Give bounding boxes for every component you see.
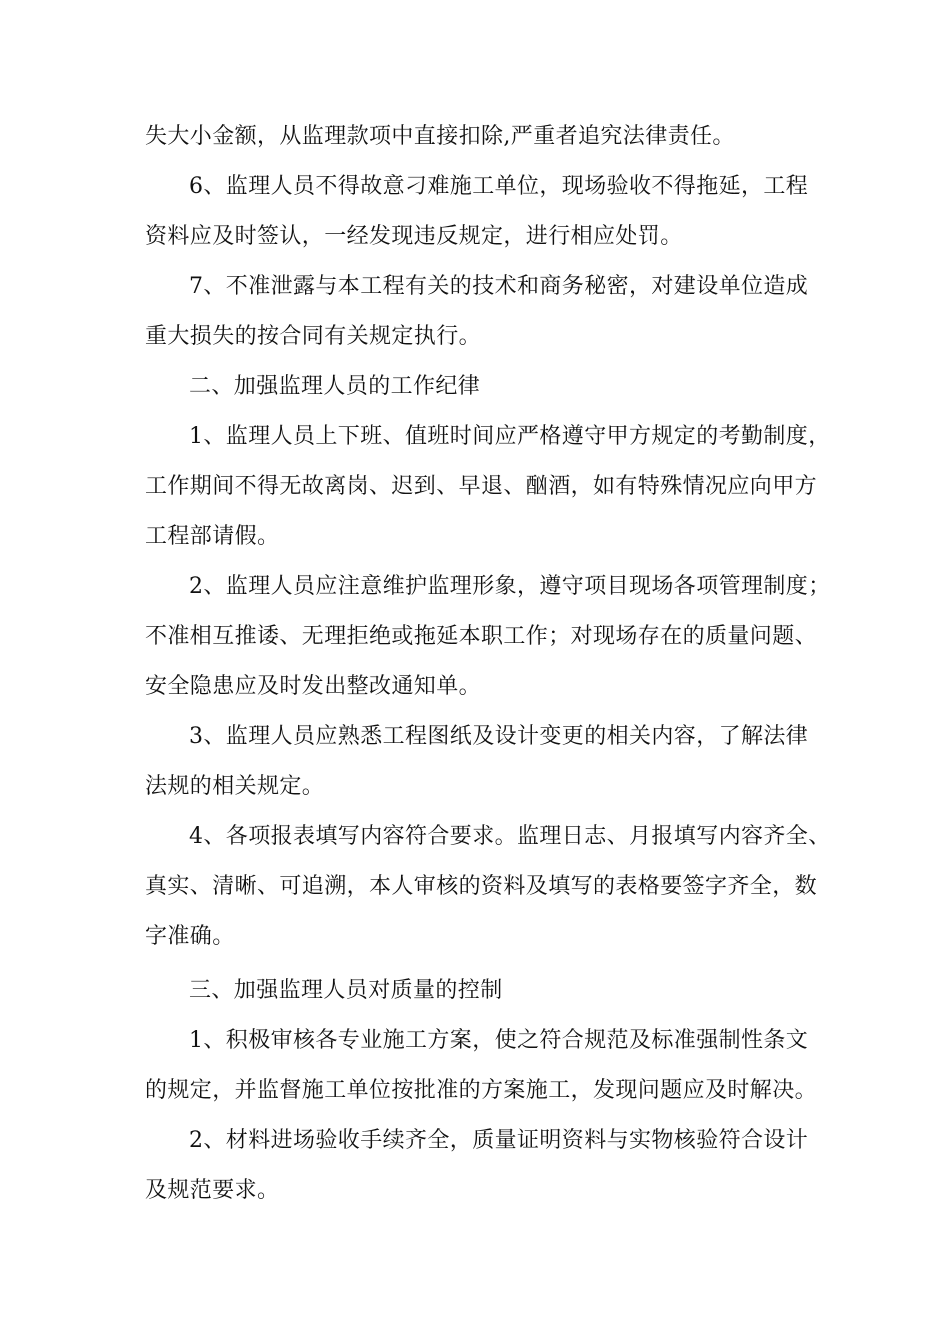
text-line: 2、监理人员应注意维护监理形象，遵守项目现场各项管理制度； [189, 574, 831, 599]
text-line: 1、积极审核各专业施工方案，使之符合规范及标准强制性条文 [189, 1028, 809, 1053]
section-heading: 三、加强监理人员对质量的控制 [189, 978, 503, 1003]
text-line: 工程部请假。 [145, 524, 280, 549]
text-line: 字准确。 [145, 924, 235, 949]
text-line: 法规的相关规定。 [145, 774, 325, 799]
text-line: 不准相互推诿、无理拒绝或拖延本职工作；对现场存在的质量问题、 [145, 624, 818, 649]
text-line: 7、不准泄露与本工程有关的技术和商务秘密，对建设单位造成 [189, 274, 809, 299]
text-line: 6、监理人员不得故意刁难施工单位，现场验收不得拖延，工程 [189, 174, 809, 199]
text-line: 3、监理人员应熟悉工程图纸及设计变更的相关内容，了解法律 [189, 724, 809, 749]
document-body [145, 112, 831, 1216]
text-line: 失大小金额，从监理款项中直接扣除,严重者追究法律责任。 [145, 124, 735, 149]
text-line: 4、各项报表填写内容符合要求。监理日志、月报填写内容齐全、 [189, 824, 831, 849]
text-line: 的规定，并监督施工单位按批准的方案施工，发现问题应及时解决。 [145, 1078, 818, 1103]
text-line: 真实、清晰、可追溯，本人审核的资料及填写的表格要签字齐全，数 [145, 874, 818, 899]
text-line: 工作期间不得无故离岗、迟到、早退、酗酒，如有特殊情况应向甲方 [145, 474, 818, 499]
text-line: 及规范要求。 [145, 1178, 280, 1203]
text-line: 2、材料进场验收手续齐全，质量证明资料与实物核验符合设计 [189, 1128, 809, 1153]
text-line: 资料应及时签认，一经发现违反规定，进行相应处罚。 [145, 224, 683, 249]
text-line: 安全隐患应及时发出整改通知单。 [145, 674, 482, 699]
section-heading: 二、加强监理人员的工作纪律 [189, 374, 481, 399]
text-line: 1、监理人员上下班、值班时间应严格遵守甲方规定的考勤制度， [189, 424, 831, 449]
text-line: 重大损失的按合同有关规定执行。 [145, 324, 482, 349]
